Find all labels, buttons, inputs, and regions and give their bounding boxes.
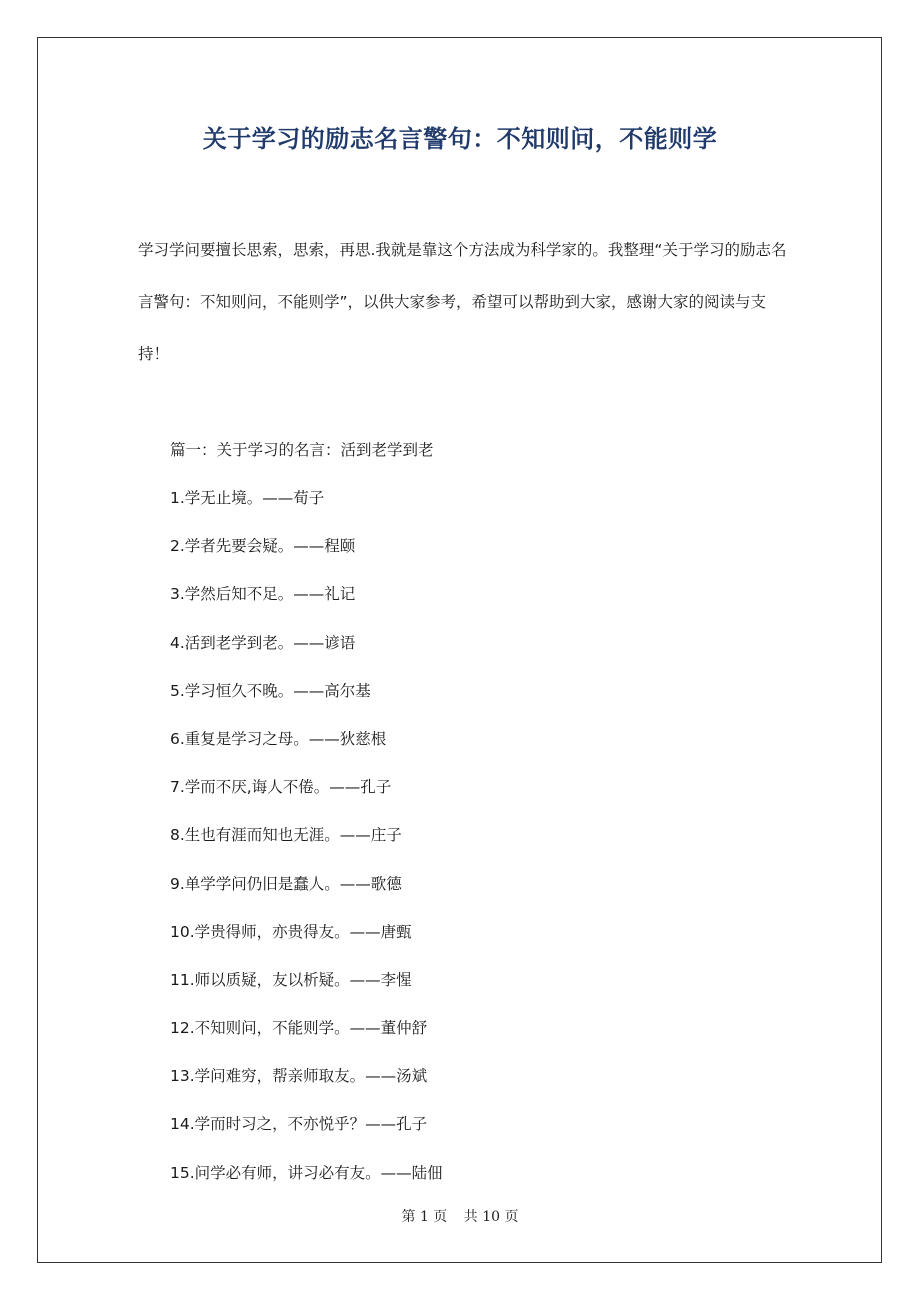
intro-paragraph: 学习学问要擅长思索，思索，再思.我就是靠这个方法成为科学家的。我整理“关于学习的励志名言警句：不知则问，不能则学”，以供大家参考，希望可以帮助到大家，感谢大家的阅读与支持！ <box>138 241 787 363</box>
quote-item: 11.师以质疑，友以析疑。——李惺 <box>170 970 412 989</box>
quote-item: 7.学而不厌,诲人不倦。——孔子 <box>170 778 392 797</box>
quote-list <box>170 486 443 1209</box>
quote-item: 9.单学学问仍旧是蠢人。——歌德 <box>170 874 402 893</box>
quote-item: 3.学然后知不足。——礼记 <box>170 585 356 604</box>
quote-item: 10.学贵得师，亦贵得友。——唐甄 <box>170 922 412 941</box>
section-heading: 篇一：关于学习的名言：活到老学到老 <box>170 441 434 459</box>
quote-item: 8.生也有涯而知也无涯。——庄子 <box>170 826 402 845</box>
quote-item: 14.学而时习之，不亦悦乎？——孔子 <box>170 1115 428 1134</box>
page-number-current: 第 1 页 <box>401 1209 448 1225</box>
page-number-total: 共 10 页 <box>463 1209 519 1225</box>
quote-item: 15.问学必有师，讲习必有友。——陆佃 <box>170 1163 443 1182</box>
quote-item: 13.学问难穷，帮亲师取友。——汤斌 <box>170 1067 428 1086</box>
document-title: 关于学习的励志名言警句：不知则问，不能则学 <box>202 125 718 153</box>
quote-item: 4.活到老学到老。——谚语 <box>170 633 356 652</box>
quote-item: 6.重复是学习之母。——狄慈根 <box>170 729 387 748</box>
quote-item: 2.学者先要会疑。——程颐 <box>170 537 356 556</box>
quote-item: 12.不知则问，不能则学。——董仲舒 <box>170 1019 428 1038</box>
quote-item: 1.学无止境。——荀子 <box>170 489 325 507</box>
page-border <box>37 37 882 1263</box>
page-footer <box>0 1206 920 1226</box>
quote-item: 5.学习恒久不晚。——高尔基 <box>170 681 371 700</box>
